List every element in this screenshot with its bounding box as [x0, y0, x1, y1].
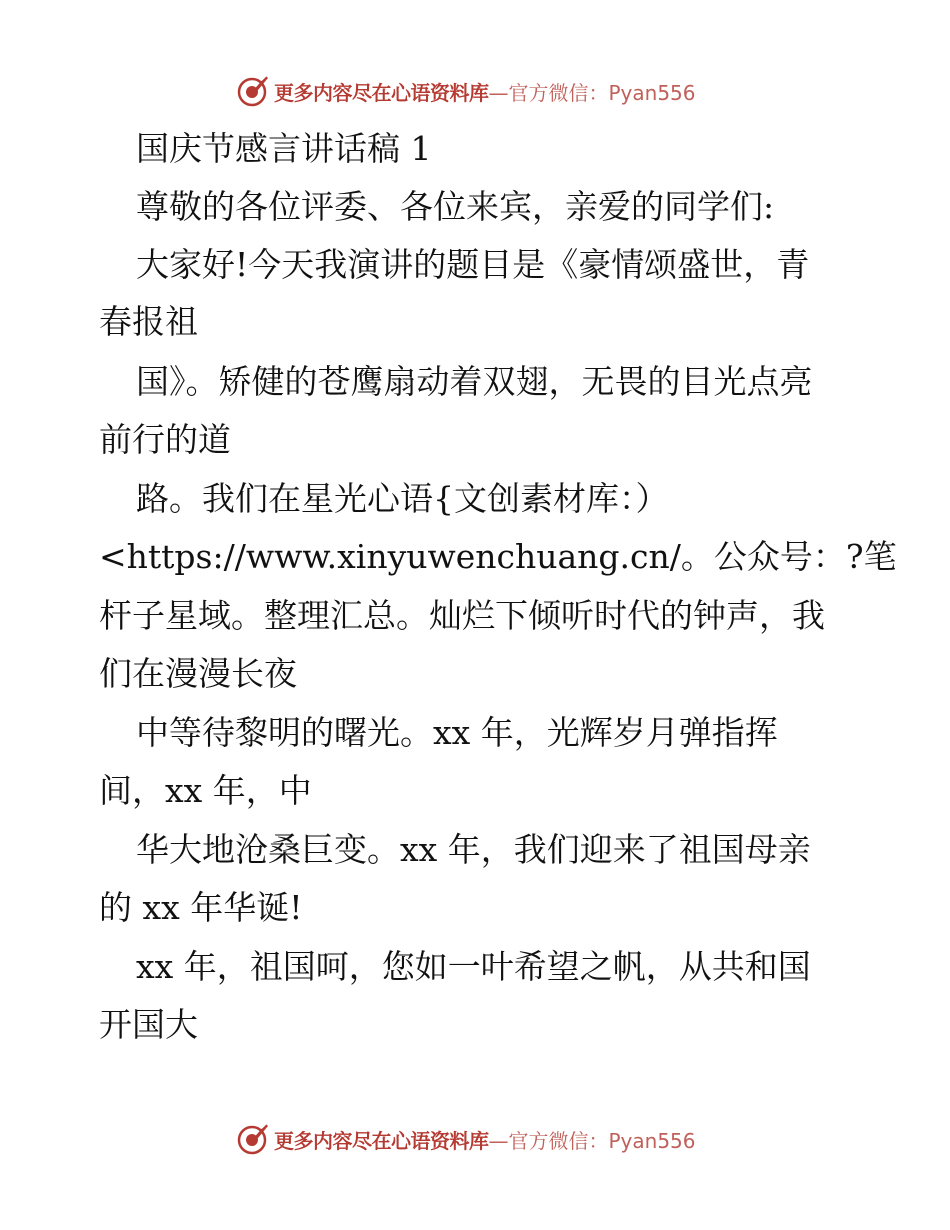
doc-line-14: 的 xx 年华诞! — [99, 888, 303, 927]
doc-line-11: 中等待黎明的曙光。xx 年，光辉岁月弹指挥 — [136, 713, 778, 752]
quill-logo-icon — [236, 1122, 270, 1156]
doc-line-16: 开国大 — [99, 1005, 198, 1044]
doc-line-1: 国庆节感言讲话稿 1 — [136, 129, 432, 168]
header-banner-main-text: 更多内容尽在心语资料库 — [274, 80, 489, 105]
doc-line-2: 尊敬的各位评委、各位来宾，亲爱的同学们: — [136, 187, 775, 226]
doc-line-8: <https://www.xinyuwenchuang.cn/。公众号：?笔 — [99, 537, 897, 576]
doc-line-4: 春报祖 — [99, 302, 198, 341]
doc-line-13: 华大地沧桑巨变。xx 年，我们迎来了祖国母亲 — [136, 830, 811, 869]
doc-line-6: 前行的道 — [99, 420, 231, 459]
footer-banner-main-text: 更多内容尽在心语资料库 — [274, 1128, 489, 1153]
footer-banner — [236, 1122, 696, 1156]
doc-line-7: 路。我们在星光心语{文创素材库：） — [136, 479, 669, 518]
doc-line-15: xx 年，祖国呵，您如一叶希望之帆，从共和国 — [136, 947, 811, 986]
header-banner-sub-text: —官方微信：Pyan556 — [488, 80, 696, 105]
doc-line-9: 杆子星域。整理汇总。灿烂下倾听时代的钟声，我 — [99, 596, 825, 635]
doc-line-12: 间，xx 年，中 — [99, 771, 312, 810]
footer-banner-sub-text: —官方微信：Pyan556 — [488, 1128, 696, 1153]
doc-line-10: 们在漫漫长夜 — [99, 654, 297, 693]
doc-line-5: 国》。矫健的苍鹰扇动着双翅，无畏的目光点亮 — [136, 362, 813, 401]
doc-line-3: 大家好!今天我演讲的题目是《豪情颂盛世，青 — [136, 245, 810, 284]
